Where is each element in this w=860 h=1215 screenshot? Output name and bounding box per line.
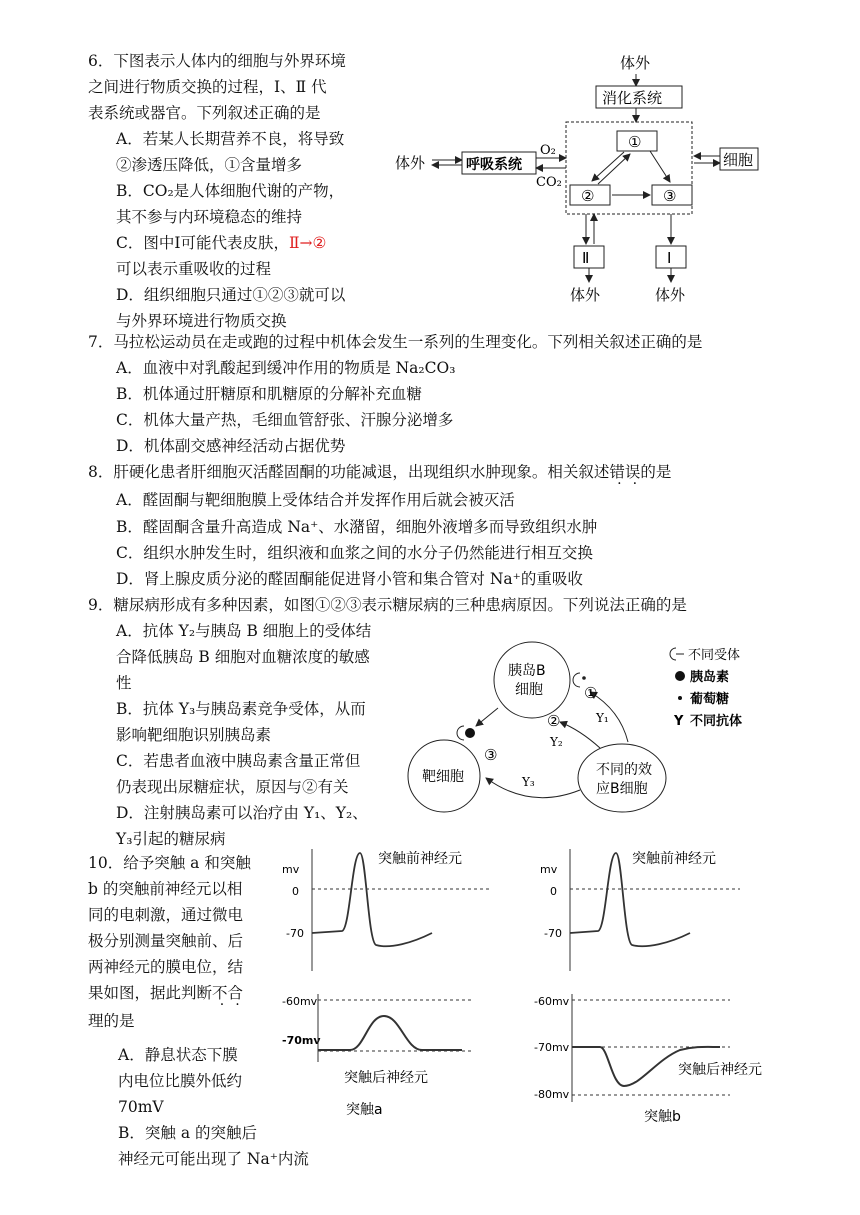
q10-stem-6-text: 果如图，据此判断 (88, 984, 213, 1002)
y1-label: Y₁ (596, 711, 609, 725)
legend-insulin: 胰岛素 (690, 670, 730, 685)
q6-option-c-text: C．图中Ⅰ可能代表皮肤， (116, 234, 289, 252)
box-3-label: ③ (663, 187, 677, 205)
circle-2: ② (547, 712, 561, 730)
q10-option-a-3: 70mV (118, 1098, 164, 1116)
q9-stem: 9．糖尿病形成有多种因素，如图①②③表示糖尿病的三种患病原因。下列说法正确的是 (88, 596, 687, 614)
legend-receptor: 不同受体 (688, 648, 741, 663)
q6-option-b-2: 其不参与内环境稳态的维持 (116, 208, 303, 226)
q7-option-c: C．机体大量产热，毛细血管舒张、汗腺分泌增多 (116, 411, 454, 429)
q10-option-b-1: B．突触 a 的突触后 (118, 1124, 257, 1142)
glucose-dot-islet (582, 676, 586, 680)
legend-receptor-icon (670, 648, 684, 660)
q6-option-c-1 (116, 232, 326, 254)
q9-option-c-2: 仍表现出尿糖症状，原因与②有关 (116, 778, 349, 796)
q10-option-b-2: 神经元可能出现了 Na⁺内流 (118, 1150, 309, 1168)
legend-antibody-icon: Y (674, 714, 684, 729)
plasma-cell (578, 744, 666, 812)
gap-synapse-a: 突触a (346, 1102, 383, 1118)
y3-label: Y₃ (522, 775, 535, 789)
q10-emph-2: 合 (227, 984, 244, 1002)
gap-m60-label: -60mv (282, 995, 318, 1008)
q10-option-a-2: 内电位比膜外低约 (118, 1072, 243, 1090)
y2-label: Y₂ (550, 735, 563, 749)
q8-emph-2: 误 (624, 463, 641, 481)
circle-3: ③ (484, 746, 498, 764)
q6-outside-left: 体外 (395, 154, 426, 172)
q6-outside-bottom-2: 体外 (655, 286, 686, 304)
q6-option-c-red: Ⅱ→② (288, 234, 327, 252)
q8-stem-end: 的是 (640, 463, 672, 481)
islet-receptor (573, 673, 580, 687)
q8-option-b: B．醛固酮含量升高造成 Na⁺、水潴留，细胞外液增多而导致组织水肿 (116, 518, 598, 536)
gbp-synapse-b: 突触b (644, 1109, 681, 1125)
gbp-m80-label: -80mv (534, 1088, 570, 1101)
q9-option-c-1: C．若患者血液中胰岛素含量正常但 (116, 752, 361, 770)
q7-option-d: D．机体副交感神经活动占据优势 (116, 437, 346, 455)
q10-stem-4: 极分别测量突触前、后 (88, 932, 244, 950)
q6-stem-3: 表系统或器官。下列叙述正确的是 (88, 104, 321, 122)
graph-a-presynaptic (272, 845, 512, 975)
q6-option-d-1: D．组织细胞只通过①②③就可以 (116, 286, 346, 304)
q8-option-a: A．醛固酮与靶细胞膜上受体结合并发挥作用后就会被灭活 (116, 491, 515, 509)
q6-option-a-1: A．若某人长期营养不良，将导致 (116, 130, 345, 148)
plasma-label-2: 应B细胞 (596, 781, 648, 797)
box-I-label: Ⅰ (667, 249, 672, 267)
gap-m70-label: -70mv (282, 1034, 321, 1047)
q9-option-a-2: 合降低胰岛 B 细胞对血糖浓度的敏感 (116, 648, 370, 666)
q6-option-b-1: B．CO₂是人体细胞代谢的产物， (116, 182, 345, 200)
gbp-m60-label: -60mv (534, 995, 570, 1008)
q6-diagram (390, 48, 770, 308)
q6-outside-top: 体外 (620, 54, 651, 72)
graph-b-presynaptic (530, 845, 770, 975)
box-1-label: ① (628, 133, 642, 151)
q7-option-b: B．机体通过肝糖原和肌糖原的分解补充血糖 (116, 385, 422, 403)
q6-stem-2: 之间进行物质交换的过程，Ⅰ、Ⅱ 代 (88, 78, 327, 96)
q9-diagram (400, 630, 780, 830)
q8-stem-main: 8．肝硬化患者肝细胞灭活醛固酮的功能减退，出现组织水肿现象。相关叙述 (88, 463, 610, 481)
islet-label-2: 细胞 (515, 682, 543, 698)
q10-stem-1: 10．给予突触 a 和突触 (88, 854, 251, 872)
o2-label: O₂ (540, 143, 556, 158)
ga-title: 突触前神经元 (378, 851, 462, 867)
q10-stem-5: 两神经元的膜电位，结 (88, 958, 244, 976)
legend-glucose: 葡萄糖 (690, 692, 730, 707)
target-receptor (457, 726, 464, 740)
gb-title: 突触前神经元 (632, 851, 716, 867)
co2-label: CO₂ (536, 175, 562, 190)
ga-zero-label: 0 (292, 885, 299, 898)
q10-stem-3: 同的电刺激，通过微电 (88, 906, 244, 924)
gbp-title: 突触后神经元 (678, 1062, 762, 1078)
graph-a-postsynaptic (272, 990, 522, 1125)
q8-emph-1: 错 (609, 463, 625, 481)
q10-emph-1: 不 (212, 984, 228, 1002)
q9-option-b-1: B．抗体 Y₃与胰岛素竞争受体，从而 (116, 700, 366, 718)
q9-option-d-1: D．注射胰岛素可以治疗由 Y₁、Y₂、 (116, 804, 368, 822)
respiratory-label: 呼吸系统 (466, 157, 522, 173)
gb-minus70-label: -70 (544, 927, 562, 940)
plasma-label-1: 不同的效 (596, 762, 652, 778)
box-2-label: ② (581, 187, 595, 205)
q10-stem-2: b 的突触前神经元以相 (88, 880, 243, 898)
gap-trace (318, 1016, 462, 1050)
legend-antibody: 不同抗体 (690, 714, 743, 729)
q9-option-a-3: 性 (116, 674, 132, 692)
q10-stem-7: 理的是 (88, 1012, 135, 1030)
q6-stem-1: 6．下图表示人体内的细胞与外界环境 (88, 52, 346, 70)
q10-stem-6 (88, 982, 243, 1004)
ga-minus70-label: -70 (286, 927, 304, 940)
q7-stem: 7．马拉松运动员在走或跑的过程中机体会发生一系列的生理变化。下列相关叙述正确的是 (88, 333, 703, 351)
gb-mv-label: mv (540, 863, 558, 876)
gb-zero-label: 0 (550, 885, 557, 898)
insulin-dot (465, 728, 475, 738)
digestive-label: 消化系统 (602, 89, 663, 107)
q8-option-d: D．肾上腺皮质分泌的醛固酮能促进肾小管和集合管对 Na⁺的重吸收 (116, 570, 583, 588)
legend-insulin-icon (675, 671, 685, 681)
circle-1: ① (584, 684, 598, 702)
cell-label: 细胞 (723, 151, 754, 169)
legend-glucose-icon (678, 696, 682, 700)
ga-mv-label: mv (282, 863, 300, 876)
q7-option-a: A．血液中对乳酸起到缓冲作用的物质是 Na₂CO₃ (116, 359, 456, 377)
islet-b-cell (494, 642, 570, 718)
target-label: 靶细胞 (422, 769, 464, 785)
q9-option-b-2: 影响靶细胞识别胰岛素 (116, 726, 272, 744)
gbp-m70-label: -70mv (534, 1041, 570, 1054)
q10-option-a-1: A．静息状态下膜 (118, 1046, 238, 1064)
gap-title: 突触后神经元 (344, 1070, 428, 1086)
q8-stem (88, 461, 671, 483)
box-II-label: Ⅱ (582, 249, 590, 267)
q6-option-a-2: ②渗透压降低，①含量增多 (116, 156, 303, 174)
islet-label-1: 胰岛B (508, 663, 546, 679)
graph-b-postsynaptic (530, 990, 790, 1125)
q8-option-c: C．组织水肿发生时，组织液和血浆之间的水分子仍然能进行相互交换 (116, 544, 593, 562)
q9-option-d-2: Y₃引起的糖尿病 (116, 830, 226, 848)
q6-outside-bottom-1: 体外 (570, 286, 601, 304)
q6-option-d-2: 与外界环境进行物质交换 (116, 312, 287, 330)
q6-option-c-2: 可以表示重吸收的过程 (116, 260, 272, 278)
q9-option-a-1: A．抗体 Y₂与胰岛 B 细胞上的受体结 (116, 622, 372, 640)
